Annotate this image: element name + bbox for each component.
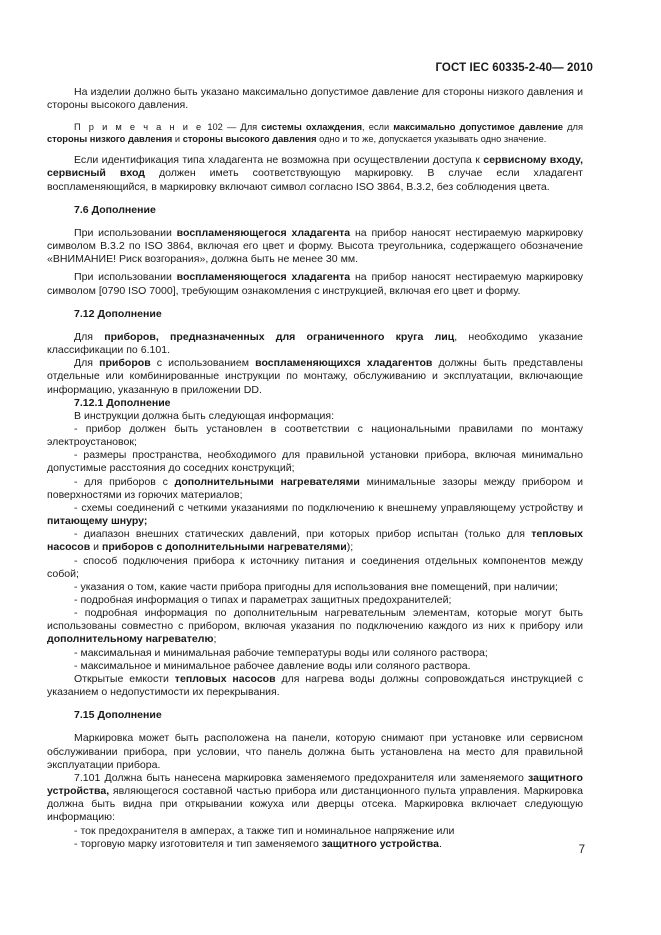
paragraph-iso7000-symbol: При использовании воспламеняющегося хладагента на прибор наносят нестираемую маркировку символом [0790 ISO 7000], требующим ознакомления с инструкцией, включая его цвет и форму. [47, 271, 583, 297]
note-102: П р и м е ч а н и е 102 — Для системы охлаждения, если максимально допустимое давление для стороны низкого давления и стороны высокого давления одно и то же, допускается указывать одно значение. [47, 122, 584, 145]
standard-header: ГОСТ IEC 60335-2-40— 2010 [435, 62, 593, 74]
paragraph-7-101: 7.101 Должна быть нанесена маркировка заменяемого предохранителя или заменяемого защитного устройства, являющегося составной частью прибора или дистанционного пульта управления. Маркировка должна быть видна при открывании кожуха или дверцы отсека. Маркировка включает следующую информацию: [47, 771, 583, 824]
section-heading-7-12: 7.12 Дополнение [74, 307, 162, 320]
list-item: - подробная информация по дополнительным нагревательным элементам, которые могут быть использованы совместно с прибором, включая указания по подключению каждого из них к прибору или дополнительному нагревателю; [47, 607, 583, 646]
paragraph-restricted-access: Для приборов, предназначенных для ограниченного круга лиц, необходимо указание классификации по 6.101. [47, 330, 583, 357]
page-content [47, 86, 583, 851]
paragraph-instructions: Для приборов с использованием воспламеняющихся хладагентов должны быть представлены отдельные или комбинированные инструкции по монтажу, обслуживанию и эксплуатации, включающие информацию, указанную в приложении DD. [47, 357, 583, 396]
list-item: - ток предохранителя в амперах, а также тип и номинальное напряжение или [74, 824, 455, 837]
list-item: - указания о том, какие части прибора пригодны для использования вне помещений, при наличии; [74, 580, 558, 593]
section-heading-7-6: 7.6 Дополнение [74, 203, 156, 216]
list-item: - максимальная и минимальная рабочие температуры воды или соляного раствора; [74, 646, 488, 659]
list-item: - прибор должен быть установлен в соответствии с национальными правилами по монтажу электроустановок; [47, 422, 583, 449]
list-item: - подробная информация о типах и параметрах защитных предохранителей; [74, 594, 452, 606]
list-item: - торговую марку изготовителя и тип заменяемого защитного устройства. [74, 837, 442, 850]
list-item: - диапазон внешних статических давлений, при которых прибор испытан (только для тепловых насосов и приборов с дополнительными нагревателями); [47, 528, 583, 554]
list-item: - максимальное и минимальное рабочее давление воды или соляного раствора. [74, 659, 471, 672]
paragraph-service-entry: Если идентификация типа хладагента не возможна при осуществлении доступа к сервисному входу, сервисный вход должен иметь соответствующую маркировку. В случае если хладагент воспламеняющийся, в маркировку включают символ согласно ISO 3864, B.3.2, без соблюдения цвета. [47, 154, 583, 193]
page-number: 7 [578, 844, 585, 856]
note-label: П р и м е ч а н и е [74, 122, 204, 133]
paragraph-open-tanks: Открытые емкости тепловых насосов для нагрева воды должны сопровождаться инструкцией с указанием о недопустимости их перекрывания. [47, 672, 583, 699]
paragraph-max-pressure: На изделии должно быть указано максимально допустимое давление для стороны низкого давления и стороны высокого давления. [47, 86, 583, 112]
list-item: - схемы соединений с четкими указаниями по подключению к внешнему управляющему устройству и питающему шнуру; [47, 501, 583, 528]
paragraph-flammable-symbol: При использовании воспламеняющегося хладагента на прибор наносят нестираемую маркировку символом В.3.2 по ISO 3864, включая его цвет и форму. Высота треугольника, содержащего обозначение «ВНИМАНИЕ! Риск возгорания», должна быть не менее 30 мм. [47, 226, 583, 266]
paragraph-required-info: В инструкции должна быть следующая информация: [74, 409, 335, 422]
list-item: - для приборов с дополнительными нагревателями минимальные зазоры между прибором и поверхностями из горючих материалов; [47, 475, 583, 501]
section-heading-7-12-1: 7.12.1 Дополнение [74, 396, 171, 409]
paragraph-removable-panel: Маркировка может быть расположена на панели, которую снимают при установке или сервисном обслуживании прибора, при условии, что панель должна быть установлена на место для правильной эксплуатации прибора. [47, 732, 583, 771]
section-heading-7-15: 7.15 Дополнение [74, 709, 162, 722]
list-item: - способ подключения прибора к источнику питания и соединения отдельных компонентов между собой; [47, 554, 583, 580]
list-item: - размеры пространства, необходимого для правильной установки прибора, включая минимально допустимые расстояния до соседних конструкций; [47, 449, 583, 475]
